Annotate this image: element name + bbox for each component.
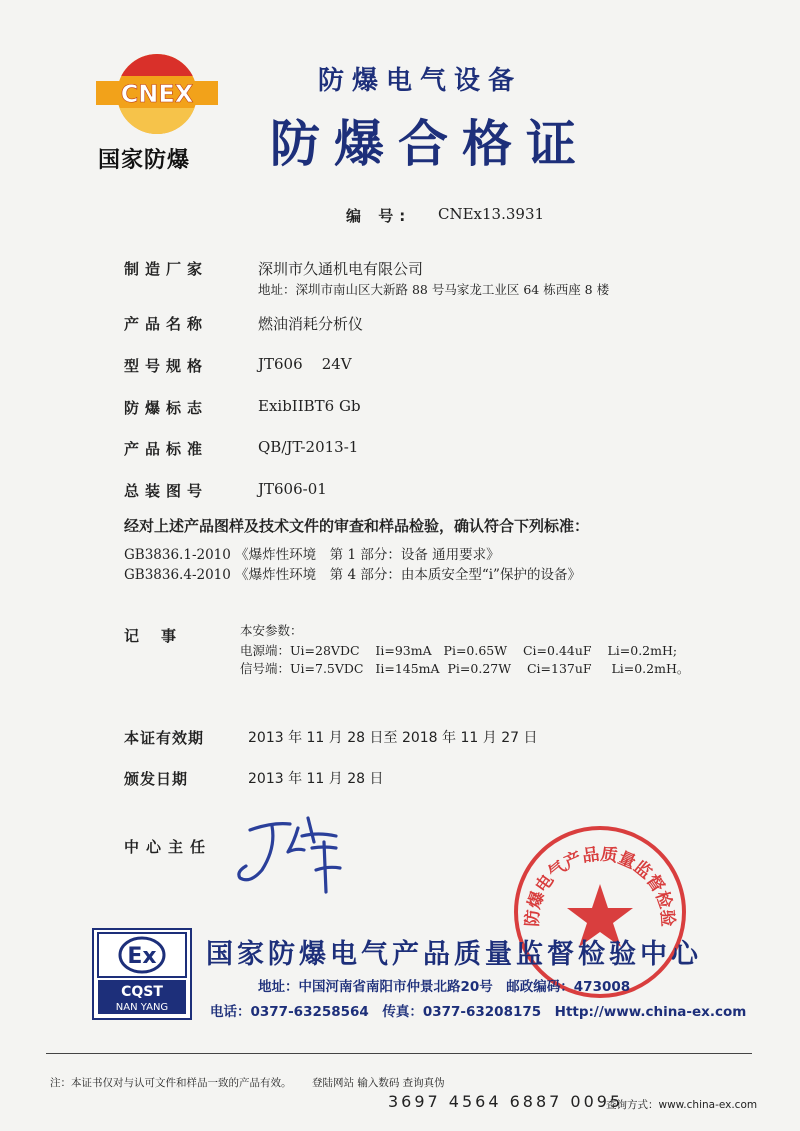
issuer-address: 地址：中国河南省南阳市仲景北路20号 邮政编码：473008	[258, 979, 631, 995]
conformity-statement: 经对上述产品图样及技术文件的审查和样品检验，确认符合下列标准：	[124, 517, 590, 535]
field-label-manufacturer: 制造厂家	[124, 260, 209, 278]
field-label-standard: 产品标准	[124, 440, 209, 458]
cqst-badge-ex: Ex	[127, 944, 157, 969]
notes-line: 电源端：Ui=28VDC Ii=93mA Pi=0.65W Ci=0.44uF Li=0.2mH;	[240, 643, 678, 658]
field-value-standard: QB/JT-2013-1	[258, 438, 359, 456]
field-value-model: JT606 24V	[258, 355, 352, 373]
footer-divider	[46, 1053, 752, 1054]
standard-line: GB3836.1-2010 《爆炸性环境 第 1 部分：设备 通用要求》	[124, 547, 500, 563]
issue-date-value: 2013 年 11 月 28 日	[248, 771, 384, 787]
document-title: 防爆合格证	[270, 115, 590, 173]
field-label-ex-marking: 防爆标志	[124, 399, 209, 417]
issue-date-label: 颁发日期	[124, 770, 189, 788]
document-subtitle: 防爆电气设备	[317, 66, 522, 96]
director-signature	[232, 808, 362, 902]
field-value-ex-marking: ExibIIBT6 Gb	[258, 397, 361, 415]
cqst-badge-city: NAN YANG	[115, 1002, 169, 1013]
verification-instructions: 登陆网站 输入数码 查询真伪	[312, 1077, 445, 1089]
director-label: 中心主任	[124, 838, 213, 856]
field-label-model: 型号规格	[124, 357, 209, 375]
field-label-drawing-no: 总装图号	[124, 482, 209, 500]
notes-line: 信号端：Ui=7.5VDC Ii=145mA Pi=0.27W Ci=137uF Li=0.2mH。	[240, 661, 690, 676]
notes-line: 本安参数：	[240, 623, 303, 638]
query-website[interactable]: 查询方式：www.china-ex.com	[606, 1099, 758, 1111]
field-label-product-name: 产品名称	[124, 315, 209, 333]
logo-text: CNEX	[120, 80, 194, 108]
field-value-manufacturer: 深圳市久通机电有限公司	[258, 260, 424, 278]
logo-caption: 国家防爆	[98, 148, 191, 173]
validity-value: 2013 年 11 月 28 日至 2018 年 11 月 27 日	[248, 730, 538, 746]
validity-label: 本证有效期	[124, 729, 205, 747]
manufacturer-address: 地址：深圳市南山区大新路 88 号马家龙工业区 64 栋西座 8 楼	[258, 282, 610, 297]
cqst-logo	[92, 928, 192, 1020]
cert-number-value: CNEx13.3931	[438, 205, 545, 223]
issuer-contact: 电话：0377-63258564 传真：0377-63208175 Http://www.china-ex.com	[210, 1004, 747, 1020]
field-value-product-name: 燃油消耗分析仪	[258, 315, 364, 333]
cqst-badge-name: CQST	[121, 984, 163, 1000]
field-value-drawing-no: JT606-01	[258, 480, 327, 498]
footer-note: 注：本证书仅对与认可文件和样品一致的产品有效。	[50, 1077, 292, 1089]
cert-number-label: 编 号:	[346, 207, 412, 225]
notes-label: 记事	[124, 627, 199, 645]
seal-text: 防爆电气产品质量监督检验	[522, 844, 678, 928]
issuer-name: 国家防爆电气产品质量监督检验中心	[206, 939, 702, 970]
verification-code: 3697 4564 6887 0095	[388, 1092, 624, 1111]
standard-line: GB3836.4-2010 《爆炸性环境 第 4 部分：由本质安全型“i”保护的设备》	[124, 567, 581, 583]
